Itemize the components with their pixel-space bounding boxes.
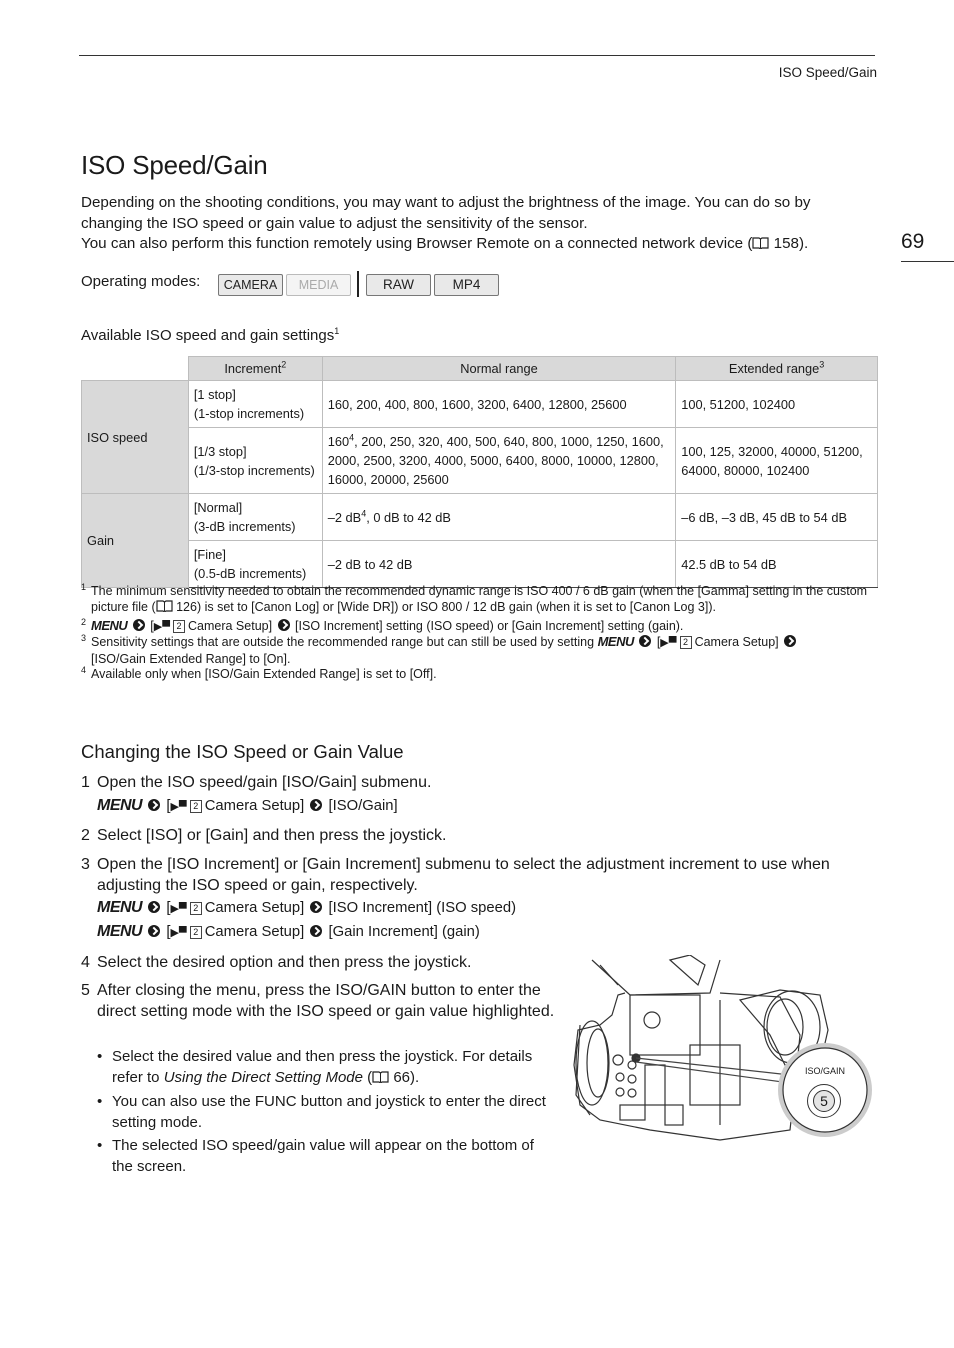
mode-separator — [357, 271, 359, 297]
normal-range-cell: –2 $dB^4$, 0 dB to 42 dB — [322, 494, 675, 541]
page-box: 2 — [190, 902, 202, 915]
table-title: Available ISO speed and gain settings$^1$ — [81, 326, 340, 344]
mode-badge-camera: CAMERA — [218, 274, 283, 296]
row-label-gain: Gain — [82, 494, 189, 588]
extended-range-cell: 42.5 dB to 54 dB — [676, 541, 878, 588]
mode-badge-media: MEDIA — [286, 274, 351, 296]
increment-cell: [1/3 stop] (1/3-stop increments) — [188, 428, 322, 494]
menu-icon: MENU — [97, 923, 143, 940]
table-header-blank — [82, 357, 189, 381]
step-1: 1 Open the ISO speed/gain [ISO/Gain] submenu. — [81, 774, 432, 791]
row-label-iso: ISO speed — [82, 381, 189, 494]
normal-range-cell: –2 dB to 42 dB — [322, 541, 675, 588]
extended-range-cell: 100, 51200, 102400 — [676, 381, 878, 428]
footnote-2: 2 MENU [▶▀ 2 Camera Setup] [ISO Increment] setting (ISO speed) or [Gain Increment] setting (gain). — [81, 617, 684, 633]
running-title: ISO Speed/Gain — [778, 65, 877, 80]
arrow-icon — [278, 619, 290, 631]
step-2: 2 Select [ISO] or [Gain] and then press the joystick. — [81, 827, 447, 844]
table-row — [82, 381, 878, 428]
callout-number: 5 — [813, 1090, 835, 1112]
step-4: 4 Select the desired option and then press the joystick. — [81, 954, 472, 971]
menu-icon: MENU — [97, 899, 143, 916]
extended-range-cell: 100, 125, 32000, 40000, 51200, 64000, 80000, 102400 — [676, 428, 878, 494]
footnote-1: 1 The minimum sensitivity needed to obtain the recommended dynamic range is ISO 400 / 6 dB gain (when the [Gamma] setting in the custom picture file ( 126) is set to [Canon Log] or [Wide DR]) or ISO 800 / 12 dB gain (when it is set to [Canon Log 3]). — [81, 582, 868, 614]
table-row — [82, 428, 878, 494]
footnote-4: 4 Available only when [ISO/Gain Extended Range] is set to [Off]. — [81, 665, 437, 681]
intro-paragraph-2: You can also perform this function remotely using Browser Remote on a connected network device ( 158). — [81, 235, 809, 252]
camera-icon: ▶▀ — [170, 927, 187, 939]
operating-modes-label: Operating modes: — [81, 273, 201, 290]
increment-cell: [1 stop] (1-stop increments) — [188, 381, 322, 428]
arrow-icon — [310, 925, 322, 937]
increment-cell: [Normal] (3-dB increments) — [188, 494, 322, 541]
arrow-icon — [148, 901, 160, 913]
camera-icon: ▶▀ — [153, 621, 170, 633]
increment-cell: [Fine] (0.5-dB increments) — [188, 541, 322, 588]
step-3: 3 Open the [ISO Increment] or [Gain Increment] submenu to select the adjustment increment to use when adjusting the ISO speed or gain, respectively. — [81, 856, 830, 894]
intro-text — [81, 193, 871, 255]
menu-path-3b: MENU [▶▀ 2 Camera Setup] [Gain Increment] (gain) — [97, 923, 480, 940]
normal-range-cell: $160^4$, 200, 250, 320, 400, 500, 640, 800, 1000, 1250, 1600, 2000, 2500, 3200, 4000, 5000, 6400, 8000, 10000, 12800, 16000, 20000, 25600 — [322, 428, 675, 494]
menu-icon: MENU — [97, 797, 143, 814]
menu-path-3a: MENU [▶▀ 2 Camera Setup] [ISO Increment] (ISO speed) — [97, 899, 517, 916]
arrow-icon — [310, 799, 322, 811]
arrow-icon — [310, 901, 322, 913]
bullet-2: • You can also use the FUNC button and joystick to enter the direct setting mode. — [97, 1093, 546, 1131]
camera-icon: ▶▀ — [170, 801, 187, 813]
arrow-icon — [639, 635, 651, 647]
mode-badge-raw: RAW — [366, 274, 431, 296]
extended-range-cell: –6 dB, –3 dB, 45 dB to 54 dB — [676, 494, 878, 541]
table-header-row — [82, 357, 878, 381]
page-number: 69 — [901, 230, 954, 262]
arrow-icon — [148, 925, 160, 937]
camera-illustration — [570, 955, 880, 1145]
mode-badge-mp4: MP4 — [434, 274, 499, 296]
header-rule — [79, 55, 875, 56]
menu-icon: MENU — [91, 618, 128, 633]
page-title: ISO Speed/Gain — [81, 150, 268, 180]
arrow-icon — [784, 635, 796, 647]
page-box: 2 — [680, 636, 692, 649]
table-row — [82, 541, 878, 588]
iso-gain-button-label: ISO/GAIN — [804, 1066, 845, 1076]
header-extended-range: Extended range$^3$ — [676, 357, 878, 381]
book-icon — [372, 1071, 389, 1083]
header-normal-range: Normal range — [322, 357, 675, 381]
bullet-1: • Select the desired value and then press the joystick. For details refer to Using the Direct Setting Mode ( 66). — [97, 1048, 533, 1086]
arrow-icon — [148, 799, 160, 811]
section-title: Changing the ISO Speed or Gain Value — [81, 741, 404, 762]
iso-gain-table — [81, 356, 878, 588]
camera-icon: ▶▀ — [660, 637, 677, 649]
table-row — [82, 494, 878, 541]
page-box: 2 — [173, 620, 185, 633]
menu-icon: MENU — [597, 634, 634, 649]
bullet-3: • The selected ISO speed/gain value will appear on the bottom of the screen. — [97, 1137, 534, 1175]
normal-range-cell: 160, 200, 400, 800, 1600, 3200, 6400, 12800, 25600 — [322, 381, 675, 428]
page-box: 2 — [190, 926, 202, 939]
header-increment: Increment$^2$ — [188, 357, 322, 381]
intro-paragraph-1: Depending on the shooting conditions, you may want to adjust the brightness of the image. You can do so by changing the ISO speed or gain value to adjust the sensitivity of the sensor. — [81, 194, 811, 232]
step-5: 5 After closing the menu, press the ISO/GAIN button to enter the direct setting mode with the ISO speed or gain value highlighted. — [81, 982, 555, 1020]
arrow-icon — [133, 619, 145, 631]
camera-icon: ▶▀ — [170, 903, 187, 915]
page-box: 2 — [190, 800, 202, 813]
book-icon — [156, 600, 173, 612]
menu-path-1: MENU [▶▀ 2 Camera Setup] [ISO/Gain] — [97, 797, 398, 814]
footnote-3: 3 Sensitivity settings that are outside the recommended range but can still be used by setting MENU [▶▀ 2 Camera Setup] [ISO/Gain Extended Range] to [On]. — [81, 634, 871, 667]
book-icon — [752, 237, 769, 249]
